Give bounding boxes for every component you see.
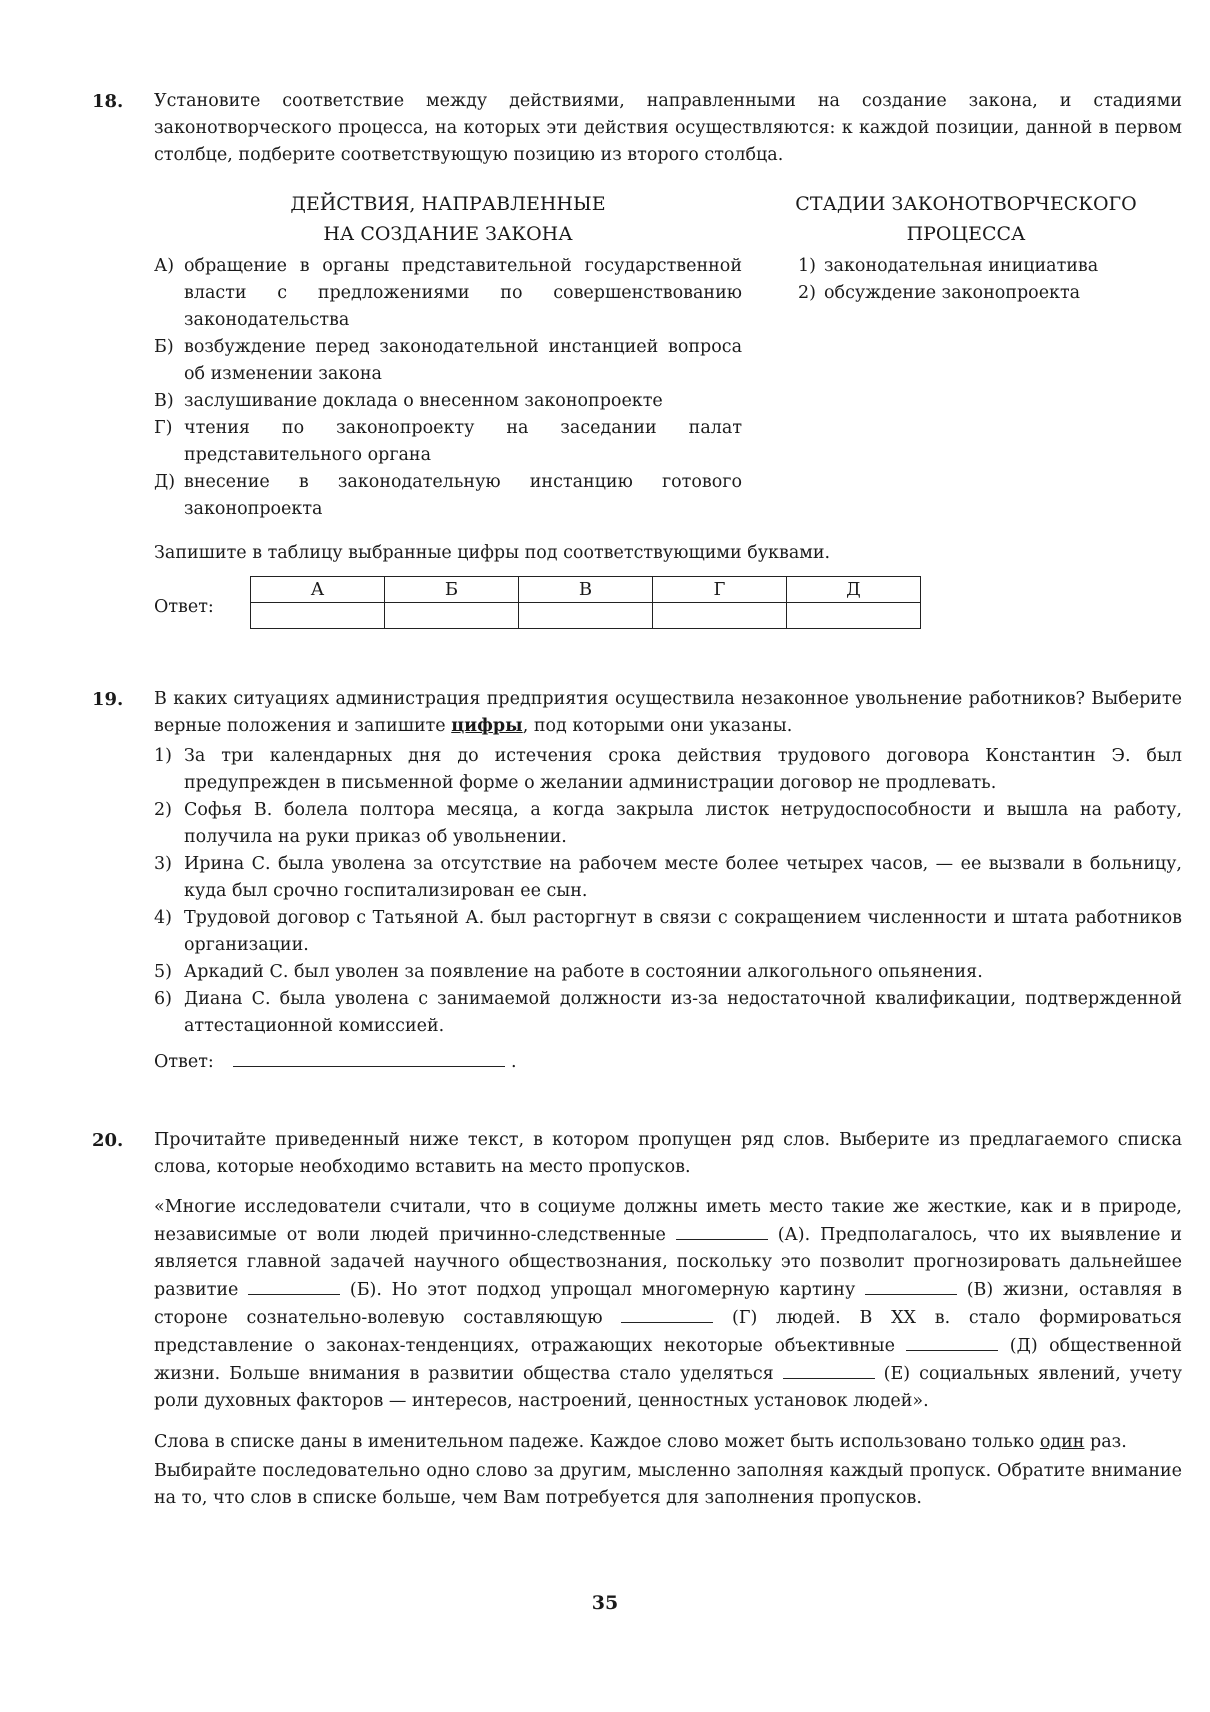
blank-e[interactable]: [783, 1360, 875, 1379]
answer-table-header-d: Д: [787, 577, 921, 603]
answer-label-18: Ответ:: [154, 597, 214, 617]
option-item-1: 1) За три календарных дня до истечения срока действия трудового договора Константин Э. был предупрежден в письменной форме о желании администрации договор не продлевать.: [154, 746, 1182, 793]
answer-cell-d[interactable]: [787, 603, 921, 629]
actions-column: [154, 189, 742, 523]
question-20-note-1: Слова в списке даны в именительном падеже. Каждое слово может быть использовано только один раз.: [154, 1432, 1127, 1452]
question-18: [92, 88, 1182, 539]
question-18-number: 18.: [92, 91, 124, 112]
question-18-intro: Установите соответствие между действиями, направленными на создание закона, и стадиями законотворческого процесса, на которых эти действия осуществляются: к каждой позиции, данной в первом столбце, подберите соответствующую позицию из второго столбца.: [154, 91, 1182, 165]
option-item-3: 3) Ирина С. была уволена за отсутствие на рабочем месте более четырех часов, — ее вызвали в больницу, куда был срочно госпитализирован ее сын.: [154, 854, 1182, 901]
answer-table-18: [250, 576, 921, 629]
answer-table-header-b: Б: [385, 577, 519, 603]
blank-g[interactable]: [621, 1304, 713, 1323]
action-item-b: Б) возбуждение перед законодательной инстанцией вопроса об изменении закона: [154, 337, 742, 384]
action-item-v: В) заслушивание доклада о внесенном законопроекте: [154, 391, 663, 411]
stage-item-1: 1) законодательная инициатива: [798, 256, 1099, 276]
answer-line-19: Ответ: .: [154, 1048, 1182, 1076]
question-20-note-2: Выбирайте последовательно одно слово за другим, мысленно заполняя каждый пропуск. Обратите внимание на то, что слов в списке больше, чем Вам потребуется для заполнения пропусков.: [154, 1461, 1182, 1508]
answer-table-header-g: Г: [653, 577, 787, 603]
answer-cell-g[interactable]: [653, 603, 787, 629]
stages-column-header: СТАДИИ ЗАКОНОТВОРЧЕСКОГО ПРОЦЕССА: [795, 193, 1137, 245]
blank-b[interactable]: [248, 1276, 340, 1295]
answer-cell-v[interactable]: [519, 603, 653, 629]
blank-d[interactable]: [906, 1332, 998, 1351]
question-19-number: 19.: [92, 689, 124, 710]
question-20-intro: Прочитайте приведенный ниже текст, в котором пропущен ряд слов. Выберите из предлагаемого списка слова, которые необходимо вставить на место пропусков.: [154, 1130, 1182, 1177]
action-item-d: Д) внесение в законодательную инстанцию готового законопроекта: [154, 472, 742, 519]
blank-a[interactable]: [676, 1221, 768, 1240]
answer-cell-b[interactable]: [385, 603, 519, 629]
answer-table-header-v: В: [519, 577, 653, 603]
answer-cell-a[interactable]: [251, 603, 385, 629]
matching-columns: [0, 189, 1182, 539]
page-number: 35: [591, 1592, 619, 1614]
action-item-a: А) обращение в органы представительной государственной власти с предложениями по совершенствованию законодательства: [154, 256, 742, 330]
answer-table-header-a: А: [251, 577, 385, 603]
question-19-options: [154, 743, 1182, 1040]
question-20: [92, 1127, 1182, 1512]
table-instruction: Запишите в таблицу выбранные цифры под соответствующими буквами.: [154, 543, 831, 563]
question-20-number: 20.: [92, 1130, 124, 1151]
question-19-intro: В каких ситуациях администрация предприятия осуществила незаконное увольнение работников? Выберите верные положения и запишите цифры, под которыми они указаны.: [154, 689, 1182, 736]
option-item-2: 2) Софья В. болела полтора месяца, а когда закрыла листок нетрудоспособности и вышла на работу, получила на руки приказ об увольнении.: [154, 800, 1182, 847]
blank-v[interactable]: [865, 1276, 957, 1295]
stage-item-2: 2) обсуждение законопроекта: [798, 283, 1081, 303]
option-item-5: 5) Аркадий С. был уволен за появление на работе в состоянии алкогольного опьянения.: [154, 962, 983, 982]
action-item-g: Г) чтения по законопроекту на заседании палат представительного органа: [154, 418, 742, 465]
answer-input-19[interactable]: [233, 1048, 505, 1067]
option-item-6: 6) Диана С. была уволена с занимаемой должности из-за недостаточной квалификации, подтвержденной аттестационной комиссией.: [154, 989, 1182, 1036]
question-20-text: «Многие исследователи считали, что в социуме должны иметь место такие же жесткие, как и в природе, независимые от воли людей причинно-следственные (А). Предполагалось, что их выявление и является главной задачей научного обществознания, поскольку это позволит прогнозировать дальнейшее развитие (Б). Но этот подход упрощал многомерную картину (В) жизни, оставляя в стороне сознательно-волевую составляющую (Г) людей. В XX в. стало формироваться представление о законах-тенденциях, отражающих некоторые объективные (Д) общественной жизни. Больше внимания в развитии общества стало уделяться (Е) социальных явлений, учету роли духовных факторов — интересов, настроений, ценностных установок людей».: [154, 1197, 1182, 1411]
stages-column: [776, 189, 1156, 307]
actions-column-header: ДЕЙСТВИЯ, НАПРАВЛЕННЫЕ НА СОЗДАНИЕ ЗАКОНА: [290, 193, 606, 245]
question-19: [92, 686, 1182, 1076]
option-item-4: 4) Трудовой договор с Татьяной А. был расторгнут в связи с сокращением численности и штата работников организации.: [154, 908, 1182, 955]
